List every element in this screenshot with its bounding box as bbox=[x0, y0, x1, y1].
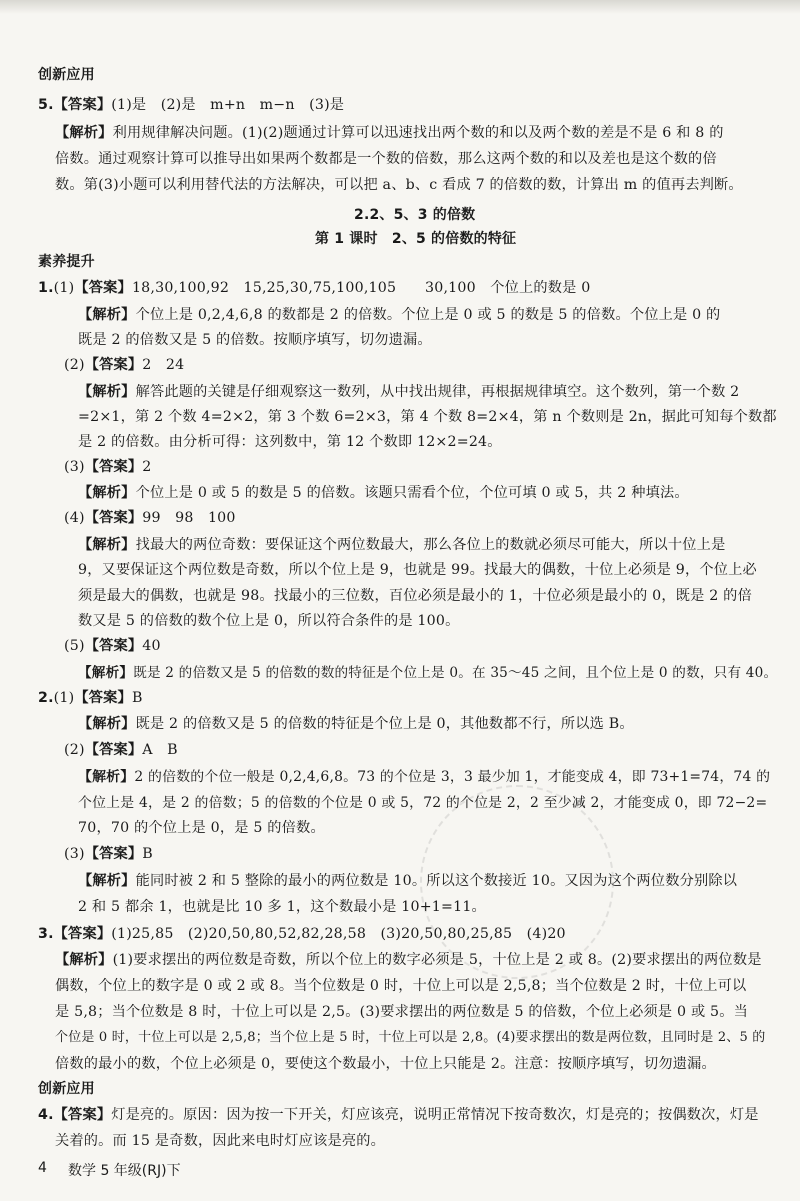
q1-p4-analysis-line: 数又是 5 的倍数的数个位上是 0，所以符合条件的是 100。 bbox=[78, 613, 460, 629]
q3-analysis-line: 是 5,8；当个位数是 8 时，十位上可以是 2,5。(3)要求摆出的两位数是 5 的倍数，个位上必须是 0 或 5。当 bbox=[55, 1004, 749, 1020]
q3-analysis-line: 个位是 0 时，十位上可以是 2,5,8；当个位上是 5 时，十位上可以是 2,8。(4)要求摆出的数是两位数，且同时是 2、5 的 bbox=[55, 1030, 766, 1045]
answer-label: 【答案】 bbox=[53, 97, 112, 113]
q4-answer-line: 4.【答案】灯是亮的。原因：因为按一下开关，灯应该亮，说明正常情况下按奇数次，灯是亮的；按偶数次，灯是 bbox=[38, 1107, 759, 1123]
q3-answer-line: 3.【答案】(1)25,85 (2)20,50,80,52,82,28,58 (3)20,50,80,25,85 (4)20 bbox=[38, 926, 566, 942]
q1-p1-answer-line: 1.(1)【答案】18,30,100,92 15,25,30,75,100,105 30,100 个位上的数是 0 bbox=[38, 280, 591, 296]
q1-p3-answer-line: (3)【答案】2 bbox=[64, 459, 152, 475]
book-title: 数学 5 年级(RJ)下 bbox=[68, 1163, 181, 1179]
analysis-label: 【解析】 bbox=[55, 125, 113, 141]
q2-p1-analysis-line: 【解析】既是 2 的倍数又是 5 的倍数的特征是个位上是 0，其他数都不行，所以选 B。 bbox=[78, 716, 634, 732]
q1-p4-analysis-line: 须是最大的偶数，也就是 98。找最小的三位数，百位必须是最小的 1，十位必须是最小的 0，既是 2 的倍 bbox=[78, 588, 752, 604]
q5-analysis-line: 倍数。通过观察计算可以推导出如果两个数都是一个数的倍数，那么这两个数的和以及差也是这个数的倍 bbox=[55, 151, 717, 167]
q5-analysis-line: 【解析】利用规律解决问题。(1)(2)题通过计算可以迅速找出两个数的和以及两个数的差是不是 6 和 8 的 bbox=[55, 125, 724, 141]
q2-p3-answer-line: (3)【答案】B bbox=[64, 846, 153, 862]
q2-p1-answer-line: 2.(1)【答案】B bbox=[38, 690, 143, 706]
answer-text: (1)是 (2)是 m+n m−n (3)是 bbox=[111, 97, 345, 113]
q5-answer-line bbox=[38, 96, 344, 114]
lesson-title: 第 1 课时 2、5 的倍数的特征 bbox=[315, 231, 517, 247]
q1-p2-answer-line: (2)【答案】2 24 bbox=[64, 357, 185, 373]
q1-p3-analysis-line: 【解析】个位上是 0 或 5 的数是 5 的倍数。该题只需看个位，个位可填 0 或 5，共 2 种填法。 bbox=[78, 485, 689, 501]
unit-title: 2.2、5、3 的倍数 bbox=[354, 207, 476, 223]
q2-p2-analysis-line: 70，70 的个位上是 0，是 5 的倍数。 bbox=[78, 820, 325, 836]
q4-answer-line-2: 关着的。而 15 是奇数，因此来电时灯应该是亮的。 bbox=[55, 1133, 386, 1149]
q1-p2-analysis-line: =2×1，第 2 个数 4=2×2，第 3 个数 6=2×3，第 4 个数 8=2×4，第 n 个数则是 2n，据此可知每个数都 bbox=[78, 409, 777, 425]
q1-p1-analysis-line: 【解析】个位上是 0,2,4,6,8 的数都是 2 的倍数。个位上是 0 或 5 的数是 5 的倍数。个位上是 0 的 bbox=[78, 307, 721, 323]
q5-analysis-line: 数。第(3)小题可以利用替代法的方法解决，可以把 a、b、c 看成 7 的倍数的数，计算出 m 的值再去判断。 bbox=[55, 177, 743, 193]
q1-p4-analysis-line: 【解析】找最大的两位奇数：要保证这个两位数最大，那么各位上的数就必须尽可能大，所以十位上是 bbox=[78, 537, 726, 553]
q3-analysis-line: 【解析】(1)要求摆出的两位数是奇数，所以个位上的数字必须是 5，十位上是 2 或 8。(2)要求摆出的两位数是 bbox=[55, 952, 762, 968]
question-number: 5. bbox=[38, 97, 54, 113]
page-number: 4 bbox=[38, 1160, 47, 1176]
q3-analysis-line: 偶数，个位上的数字是 0 或 2 或 8。当个位数是 0 时，十位上可以是 2,5,8；当个位数是 2 时，十位上可以 bbox=[55, 978, 747, 994]
q1-p4-analysis-line: 9，又要保证这个两位数是奇数，所以个位上是 9，也就是 99。找最大的偶数，十位上必须是 9，个位上必 bbox=[78, 562, 757, 578]
q2-p2-analysis-line: 个位上是 4，是 2 的倍数；5 的倍数的个位是 0 或 5，72 的个位是 2，2 至少减 2，才能变成 0，即 72−2= bbox=[78, 795, 768, 811]
section-heading: 创新应用 bbox=[38, 1081, 95, 1097]
section-heading: 素养提升 bbox=[38, 254, 95, 270]
q1-p2-analysis-line: 是 2 的倍数。由分析可得：这列数中，第 12 个数即 12×2=24。 bbox=[78, 434, 502, 450]
q1-p1-analysis-line: 既是 2 的倍数又是 5 的倍数。按顺序填写，切勿遗漏。 bbox=[78, 332, 432, 348]
q2-p2-analysis-line: 【解析】2 的倍数的个位一般是 0,2,4,6,8。73 的个位是 3，3 最少加 1，才能变成 4，即 73+1=74，74 的 bbox=[78, 769, 771, 785]
q2-p2-answer-line: (2)【答案】A B bbox=[64, 742, 178, 758]
q1-p5-answer-line: (5)【答案】40 bbox=[64, 638, 161, 654]
q1-p5-analysis-line: 【解析】既是 2 的倍数又是 5 的倍数的数的特征是个位上是 0。在 35～45 之间，且个位上是 0 的数，只有 40。 bbox=[78, 665, 778, 681]
q1-p4-answer-line: (4)【答案】99 98 100 bbox=[64, 510, 236, 526]
q2-p3-analysis-line: 2 和 5 都余 1，也就是比 10 多 1，这个数最小是 10+1=11。 bbox=[78, 899, 486, 915]
q2-p3-analysis-line: 【解析】能同时被 2 和 5 整除的最小的两位数是 10。所以这个数接近 10。又因为这个两位数分别除以 bbox=[78, 873, 738, 889]
q1-p2-analysis-line: 【解析】解答此题的关键是仔细观察这一数列，从中找出规律，再根据规律填空。这个数列，第一个数 2 bbox=[78, 384, 740, 400]
q3-analysis-line: 倍数的最小的数，个位上必须是 0，要使这个数最小，十位上只能是 2。注意：按顺序填写，切勿遗漏。 bbox=[55, 1056, 716, 1072]
section-heading: 创新应用 bbox=[38, 67, 95, 83]
page-top-edge bbox=[0, 0, 800, 14]
